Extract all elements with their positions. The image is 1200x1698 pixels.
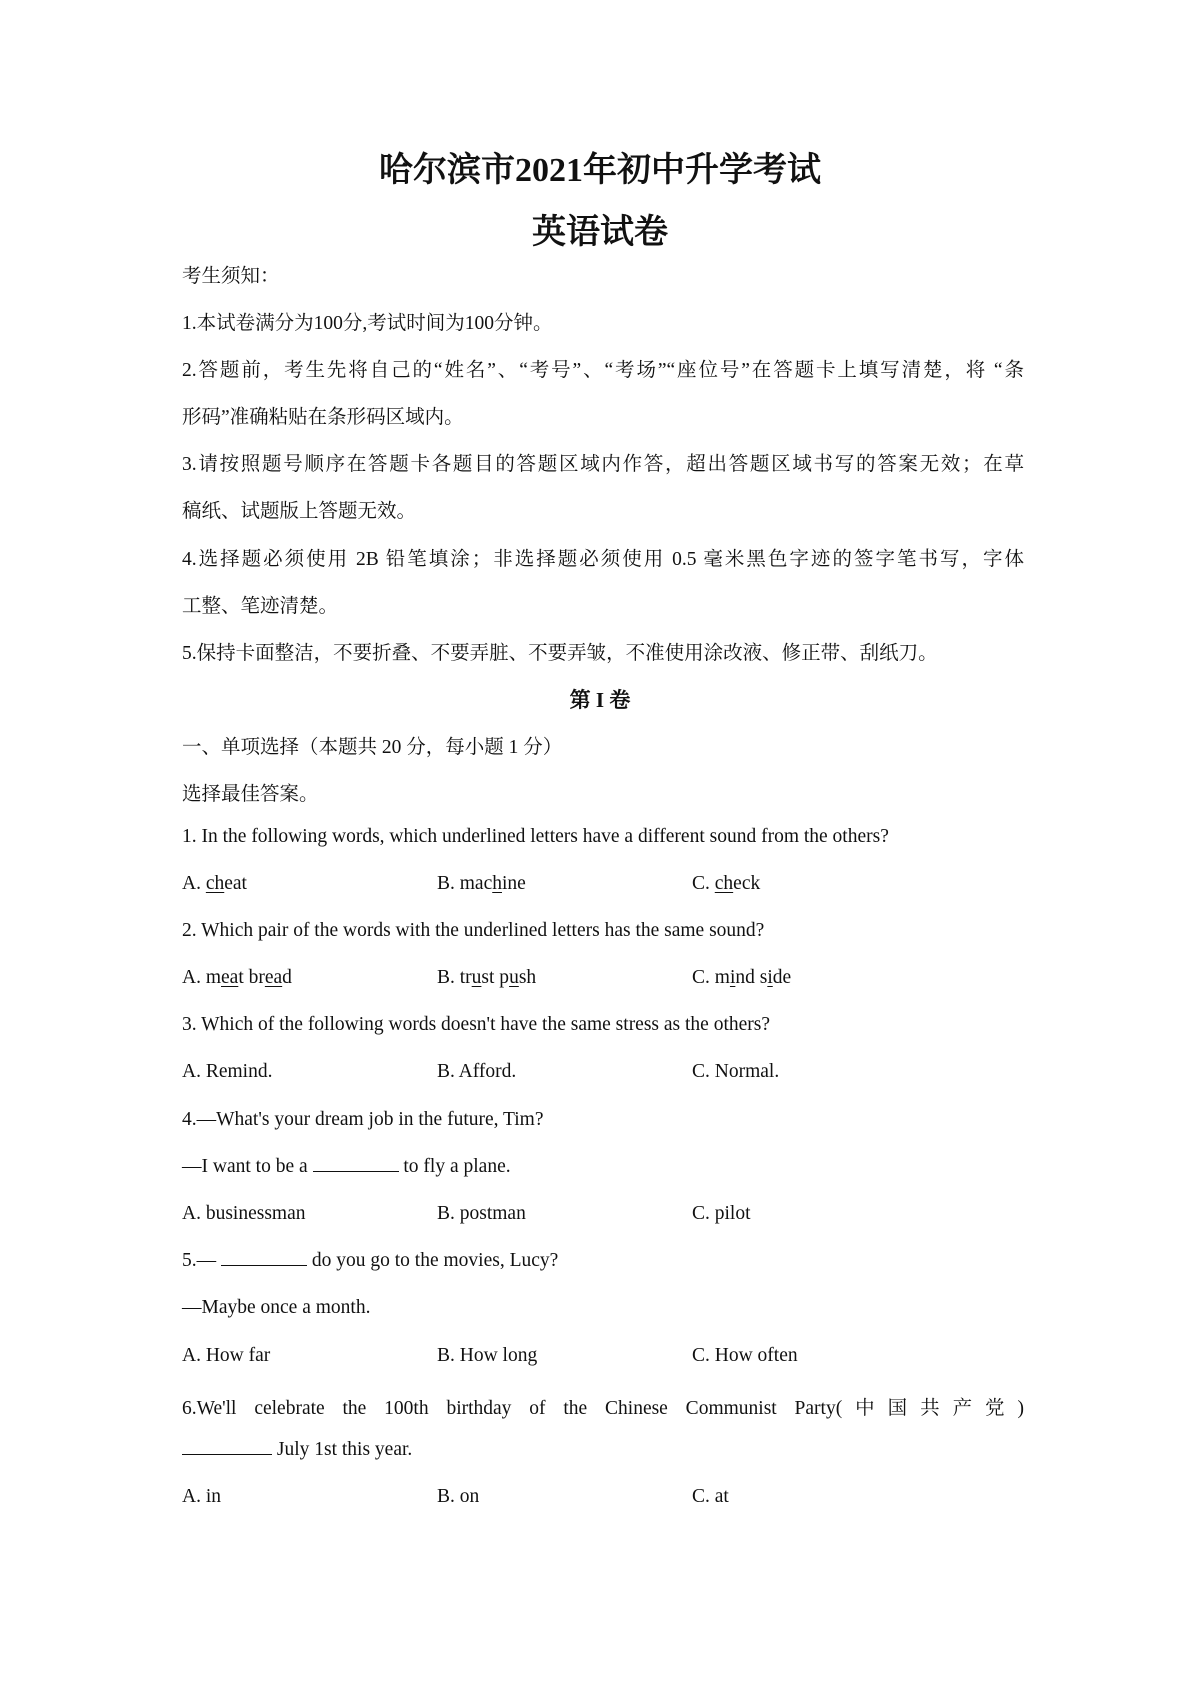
option-a: A. meat bread <box>182 967 292 988</box>
part-heading: 一、单项选择（本题共 20 分，每小题 1 分） <box>182 737 563 758</box>
volume-heading: 第 I 卷 <box>569 688 631 712</box>
option-b: B. Afford. <box>437 1061 517 1082</box>
notice-item: 4.选择题必须使用 2B 铅笔填涂；非选择题必须使用 0.5 毫米黑色字迹的签字笔书写，字体 <box>182 549 1024 570</box>
answer-blank <box>221 1251 307 1266</box>
question-dialogue: —Maybe once a month. <box>182 1297 371 1318</box>
option-c: C. Normal. <box>692 1061 780 1082</box>
part-instruction: 选择最佳答案。 <box>182 784 319 805</box>
question-stem: 6.We'll celebrate the 100th birthday of the Chinese Communist Party(中国共产党) <box>182 1398 1024 1419</box>
notice-item: 3.请按照题号顺序在答题卡各题目的答题区域内作答，超出答题区域书写的答案无效；在草 <box>182 454 1024 475</box>
question-dialogue: —I want to be a to fly a plane. <box>182 1156 511 1177</box>
option-b: B. How long <box>437 1345 538 1366</box>
notice-item: 形码”准确粘贴在条形码区域内。 <box>182 407 464 428</box>
option-b: B. on <box>437 1486 480 1507</box>
answer-blank <box>182 1440 272 1455</box>
option-b: B. postman <box>437 1203 526 1224</box>
question-stem: 2. Which pair of the words with the underlined letters has the same sound? <box>182 920 765 941</box>
option-c: C. mind side <box>692 967 792 988</box>
option-c: C. How often <box>692 1345 798 1366</box>
option-b: B. machine <box>437 873 526 894</box>
option-a: A. cheat <box>182 873 247 894</box>
notice-item: 2.答题前，考生先将自己的“姓名”、“考号”、“考场”“座位号”在答题卡上填写清楚，将 “条 <box>182 360 1024 381</box>
answer-blank <box>313 1157 399 1172</box>
notice-item: 1.本试卷满分为100分,考试时间为100分钟。 <box>182 313 553 334</box>
question-stem: 1. In the following words, which underlined letters have a different sound from the others? <box>182 826 889 847</box>
exam-subtitle: 英语试卷 <box>532 214 668 251</box>
question-stem: 3. Which of the following words doesn't have the same stress as the others? <box>182 1014 771 1035</box>
option-a: A. businessman <box>182 1203 306 1224</box>
option-a: A. How far <box>182 1345 271 1366</box>
notice-item: 5.保持卡面整洁，不要折叠、不要弄脏、不要弄皱，不准使用涂改液、修正带、刮纸刀。 <box>182 643 938 664</box>
notice-heading: 考生须知： <box>182 266 280 287</box>
option-a: A. Remind. <box>182 1061 273 1082</box>
notice-item: 工整、笔迹清楚。 <box>182 596 339 617</box>
exam-title: 哈尔滨市2021年初中升学考试 <box>379 152 821 189</box>
option-b: B. trust push <box>437 967 537 988</box>
question-stem: 4.—What's your dream job in the future, Tim? <box>182 1109 544 1130</box>
option-c: C. at <box>692 1486 729 1507</box>
option-c: C. check <box>692 873 761 894</box>
notice-item: 稿纸、试题版上答题无效。 <box>182 501 417 522</box>
question-stem: 5.— do you go to the movies, Lucy? <box>182 1250 559 1271</box>
option-c: C. pilot <box>692 1203 751 1224</box>
option-a: A. in <box>182 1486 221 1507</box>
question-stem-continued: July 1st this year. <box>182 1439 412 1461</box>
